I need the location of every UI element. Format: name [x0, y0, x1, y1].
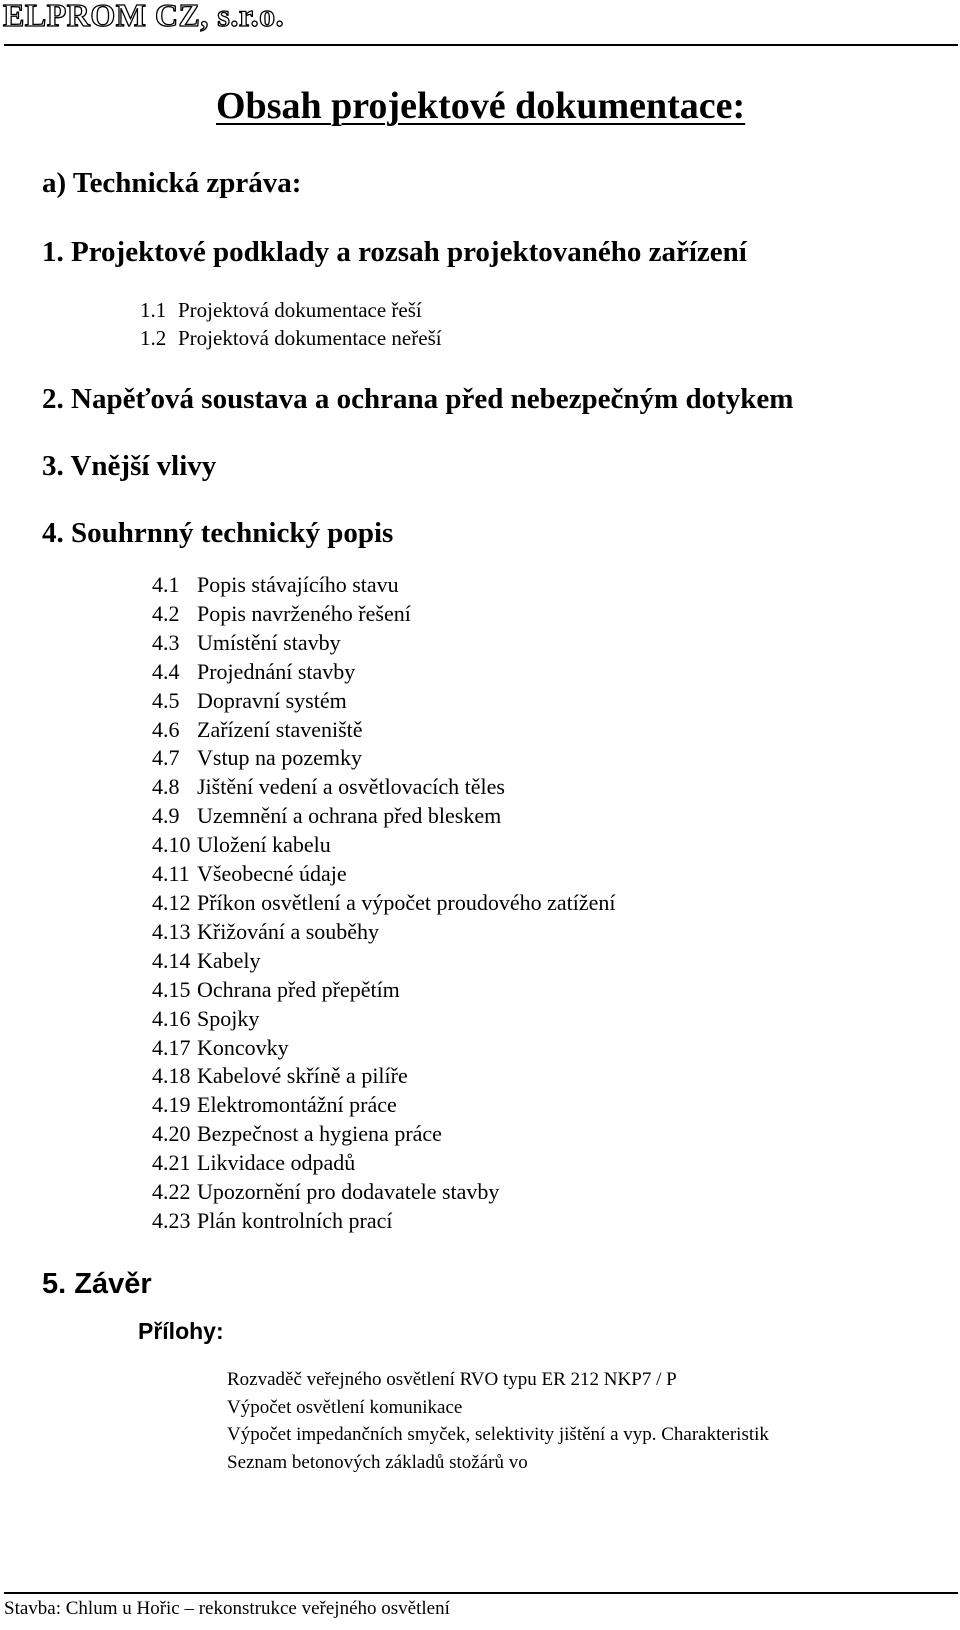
list-item: [152, 1005, 616, 1034]
item-label: Zařízení staveniště: [197, 716, 363, 742]
list-item: [152, 1120, 616, 1149]
item-number: 4.5: [152, 687, 180, 713]
list-item: [152, 1091, 616, 1120]
section-3-heading: 3. Vnější vlivy: [42, 450, 217, 482]
item-number: 4.21: [152, 1150, 191, 1176]
item-label: Spojky: [197, 1005, 260, 1031]
document-title: Obsah projektové dokumentace:: [216, 85, 746, 127]
list-item: [152, 1034, 616, 1063]
list-item: [152, 1062, 616, 1091]
attachment-item: Výpočet impedančních smyček, selektivity jištění a vyp. Charakteristik: [227, 1424, 769, 1445]
item-label: Likvidace odpadů: [197, 1150, 356, 1176]
item-number: 4.15: [152, 976, 191, 1002]
list-item: [152, 773, 616, 802]
item-number: 4.8: [152, 774, 180, 800]
item-label: Bezpečnost a hygiena práce: [197, 1121, 442, 1147]
item-number: 4.22: [152, 1179, 191, 1205]
item-label: Všeobecné údaje: [197, 861, 347, 887]
part-a-heading: a) Technická zpráva:: [42, 167, 302, 199]
section-4-list: [152, 571, 616, 1236]
list-item: [152, 802, 616, 831]
item-label: Koncovky: [197, 1034, 289, 1060]
item-number: 4.18: [152, 1063, 191, 1089]
item-number: 4.12: [152, 889, 191, 915]
item-number: 4.1: [152, 572, 180, 597]
item-label: Elektromontážní práce: [197, 1092, 397, 1118]
list-item: [152, 976, 616, 1005]
list-item: [152, 831, 616, 860]
item-label: Projektová dokumentace řeší: [178, 298, 422, 322]
item-label: Uzemnění a ochrana před bleskem: [197, 803, 502, 829]
item-number: 4.6: [152, 716, 180, 742]
item-label: Projektová dokumentace neřeší: [178, 326, 442, 350]
section-4-heading: 4. Souhrnný technický popis: [42, 517, 394, 549]
item-label: Plán kontrolních prací: [197, 1207, 393, 1233]
list-item: [152, 629, 616, 658]
item-number: 4.10: [152, 832, 191, 858]
attachments-list: [227, 1366, 769, 1476]
list-item: [140, 296, 442, 324]
section-1-heading: 1. Projektové podklady a rozsah projektovaného zařízení: [42, 236, 747, 268]
footer-project-name: Stavba: Chlum u Hořic – rekonstrukce veřejného osvětlení: [4, 1598, 450, 1619]
attachment-item: Výpočet osvětlení komunikace: [227, 1396, 463, 1418]
item-label: Kabelové skříně a pilíře: [197, 1063, 408, 1089]
item-number: 4.13: [152, 918, 191, 944]
attachments-heading: Přílohy:: [138, 1318, 224, 1344]
item-label: Příkon osvětlení a výpočet proudového zatížení: [197, 889, 616, 915]
item-label: Kabely: [197, 947, 261, 973]
item-number: 4.7: [152, 745, 180, 771]
list-item: [152, 600, 616, 629]
item-number: 4.9: [152, 803, 180, 829]
item-number: 4.16: [152, 1005, 191, 1031]
item-label: Křižování a souběhy: [197, 918, 380, 944]
item-number: 4.4: [152, 658, 180, 684]
item-number: 4.14: [152, 947, 191, 973]
item-label: Ochrana před přepětím: [197, 976, 400, 1002]
list-item: [152, 571, 616, 600]
item-number: 4.17: [152, 1034, 191, 1060]
list-item: [152, 918, 616, 947]
section-5-heading: 5. Závěr: [42, 1268, 152, 1300]
list-item: [140, 324, 442, 352]
section-1-list: [140, 296, 442, 352]
list-item: [152, 860, 616, 889]
attachment-item: Rozvaděč veřejného osvětlení RVO typu ER 212 NKP7 / P: [227, 1369, 677, 1390]
list-item: [152, 947, 616, 976]
attachment-item: Seznam betonových základů stožárů vo: [227, 1451, 528, 1473]
item-label: Uložení kabelu: [197, 832, 331, 858]
list-item: [152, 716, 616, 745]
item-label: Projednání stavby: [197, 658, 356, 684]
item-label: Popis stávajícího stavu: [197, 572, 399, 597]
item-label: Dopravní systém: [197, 687, 347, 713]
item-number: 1.1: [140, 298, 167, 322]
list-item: [152, 1149, 616, 1178]
list-item: [152, 1207, 616, 1236]
item-label: Vstup na pozemky: [197, 745, 362, 771]
list-item: [152, 889, 616, 918]
list-item: [152, 658, 616, 687]
item-label: Umístění stavby: [197, 629, 341, 655]
item-number: 4.11: [152, 861, 190, 887]
item-number: 4.3: [152, 629, 180, 655]
list-item: [152, 1178, 616, 1207]
item-number: 4.2: [152, 600, 180, 626]
item-label: Jištění vedení a osvětlovacích těles: [197, 774, 505, 800]
item-number: 1.2: [140, 326, 167, 350]
item-number: 4.23: [152, 1207, 191, 1233]
item-number: 4.19: [152, 1092, 191, 1118]
section-2-heading: 2. Napěťová soustava a ochrana před nebezpečným dotykem: [42, 383, 794, 415]
item-label: Upozornění pro dodavatele stavby: [197, 1179, 500, 1205]
list-item: [152, 687, 616, 716]
item-number: 4.20: [152, 1121, 191, 1147]
company-logo: ELPROM CZ, s.r.o.: [3, 0, 285, 33]
item-label: Popis navrženého řešení: [197, 600, 411, 626]
footer-divider: [4, 1592, 958, 1594]
list-item: [152, 744, 616, 773]
header-divider: [4, 44, 958, 46]
